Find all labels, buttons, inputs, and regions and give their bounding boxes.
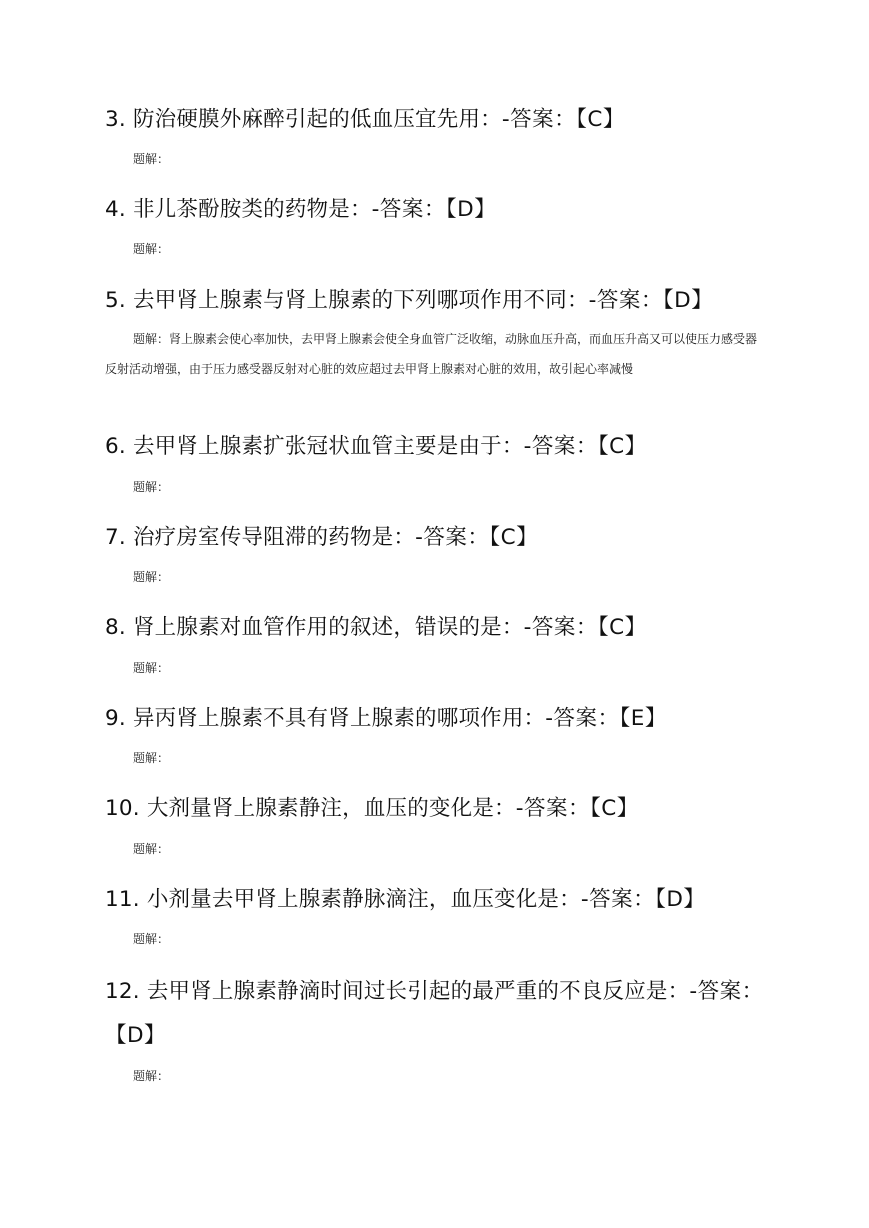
question-10 xyxy=(105,787,765,831)
question-answer: -答案：【C】 xyxy=(523,434,647,459)
explanation-3 xyxy=(105,144,765,174)
question-5 xyxy=(105,279,765,323)
explanation-label: 题解： xyxy=(133,661,170,675)
question-text: 6. 去甲肾上腺素扩张冠状血管主要是由于： xyxy=(105,434,524,459)
question-answer: -答案：【D】 xyxy=(580,887,706,912)
explanation-7 xyxy=(105,562,765,592)
question-answer: -答案：【D】 xyxy=(105,979,764,1048)
question-answer: -答案：【C】 xyxy=(501,107,625,132)
question-4 xyxy=(105,188,765,232)
question-text: 8. 肾上腺素对血管作用的叙述，错误的是： xyxy=(105,615,524,640)
question-9 xyxy=(105,697,765,741)
explanation-label: 题解： xyxy=(133,242,170,256)
question-text: 4. 非儿茶酚胺类的药物是： xyxy=(105,197,372,222)
explanation-label: 题解： xyxy=(133,332,170,346)
question-answer: -答案：【D】 xyxy=(371,197,497,222)
explanation-5 xyxy=(105,324,760,384)
explanation-label: 题解： xyxy=(133,152,170,166)
question-7 xyxy=(105,516,765,560)
question-answer: -答案：【D】 xyxy=(588,288,714,313)
question-6 xyxy=(105,425,765,469)
question-text: 7. 治疗房室传导阻滞的药物是： xyxy=(105,525,416,550)
explanation-label: 题解： xyxy=(133,842,170,856)
question-text: 9. 异丙肾上腺素不具有肾上腺素的哪项作用： xyxy=(105,706,546,731)
explanation-label: 题解： xyxy=(133,480,170,494)
question-text: 10. 大剂量肾上腺素静注，血压的变化是： xyxy=(105,796,516,821)
explanation-10 xyxy=(105,834,765,864)
question-text: 3. 防治硬膜外麻醉引起的低血压宜先用： xyxy=(105,107,502,132)
explanation-text: 肾上腺素会使心率加快，去甲肾上腺素会使全身血管广泛收缩，动脉血压升高，而血压升高又可以使压力感受器反射活动增强，由于压力感受器反射对心脏的效应超过去甲肾上腺素对心脏的效用，故引起心率减慢 xyxy=(105,332,758,376)
question-text: 11. 小剂量去甲肾上腺素静脉滴注，血压变化是： xyxy=(105,887,581,912)
question-11 xyxy=(105,878,765,922)
explanation-8 xyxy=(105,653,765,683)
explanation-label: 题解： xyxy=(133,932,170,946)
question-12 xyxy=(105,970,767,1058)
explanation-label: 题解： xyxy=(133,751,170,765)
explanation-label: 题解： xyxy=(133,570,170,584)
explanation-label: 题解： xyxy=(133,1069,170,1083)
question-text: 5. 去甲肾上腺素与肾上腺素的下列哪项作用不同： xyxy=(105,288,589,313)
question-answer: -答案：【E】 xyxy=(545,706,667,731)
question-answer: -答案：【C】 xyxy=(415,525,539,550)
question-3 xyxy=(105,98,765,142)
question-8 xyxy=(105,606,765,650)
explanation-12 xyxy=(105,1061,765,1091)
question-answer: -答案：【C】 xyxy=(523,615,647,640)
question-answer: -答案：【C】 xyxy=(515,796,639,821)
question-text: 12. 去甲肾上腺素静滴时间过长引起的最严重的不良反应是： xyxy=(105,979,690,1004)
explanation-4 xyxy=(105,234,765,264)
explanation-6 xyxy=(105,472,765,502)
explanation-11 xyxy=(105,924,765,954)
explanation-9 xyxy=(105,743,765,773)
